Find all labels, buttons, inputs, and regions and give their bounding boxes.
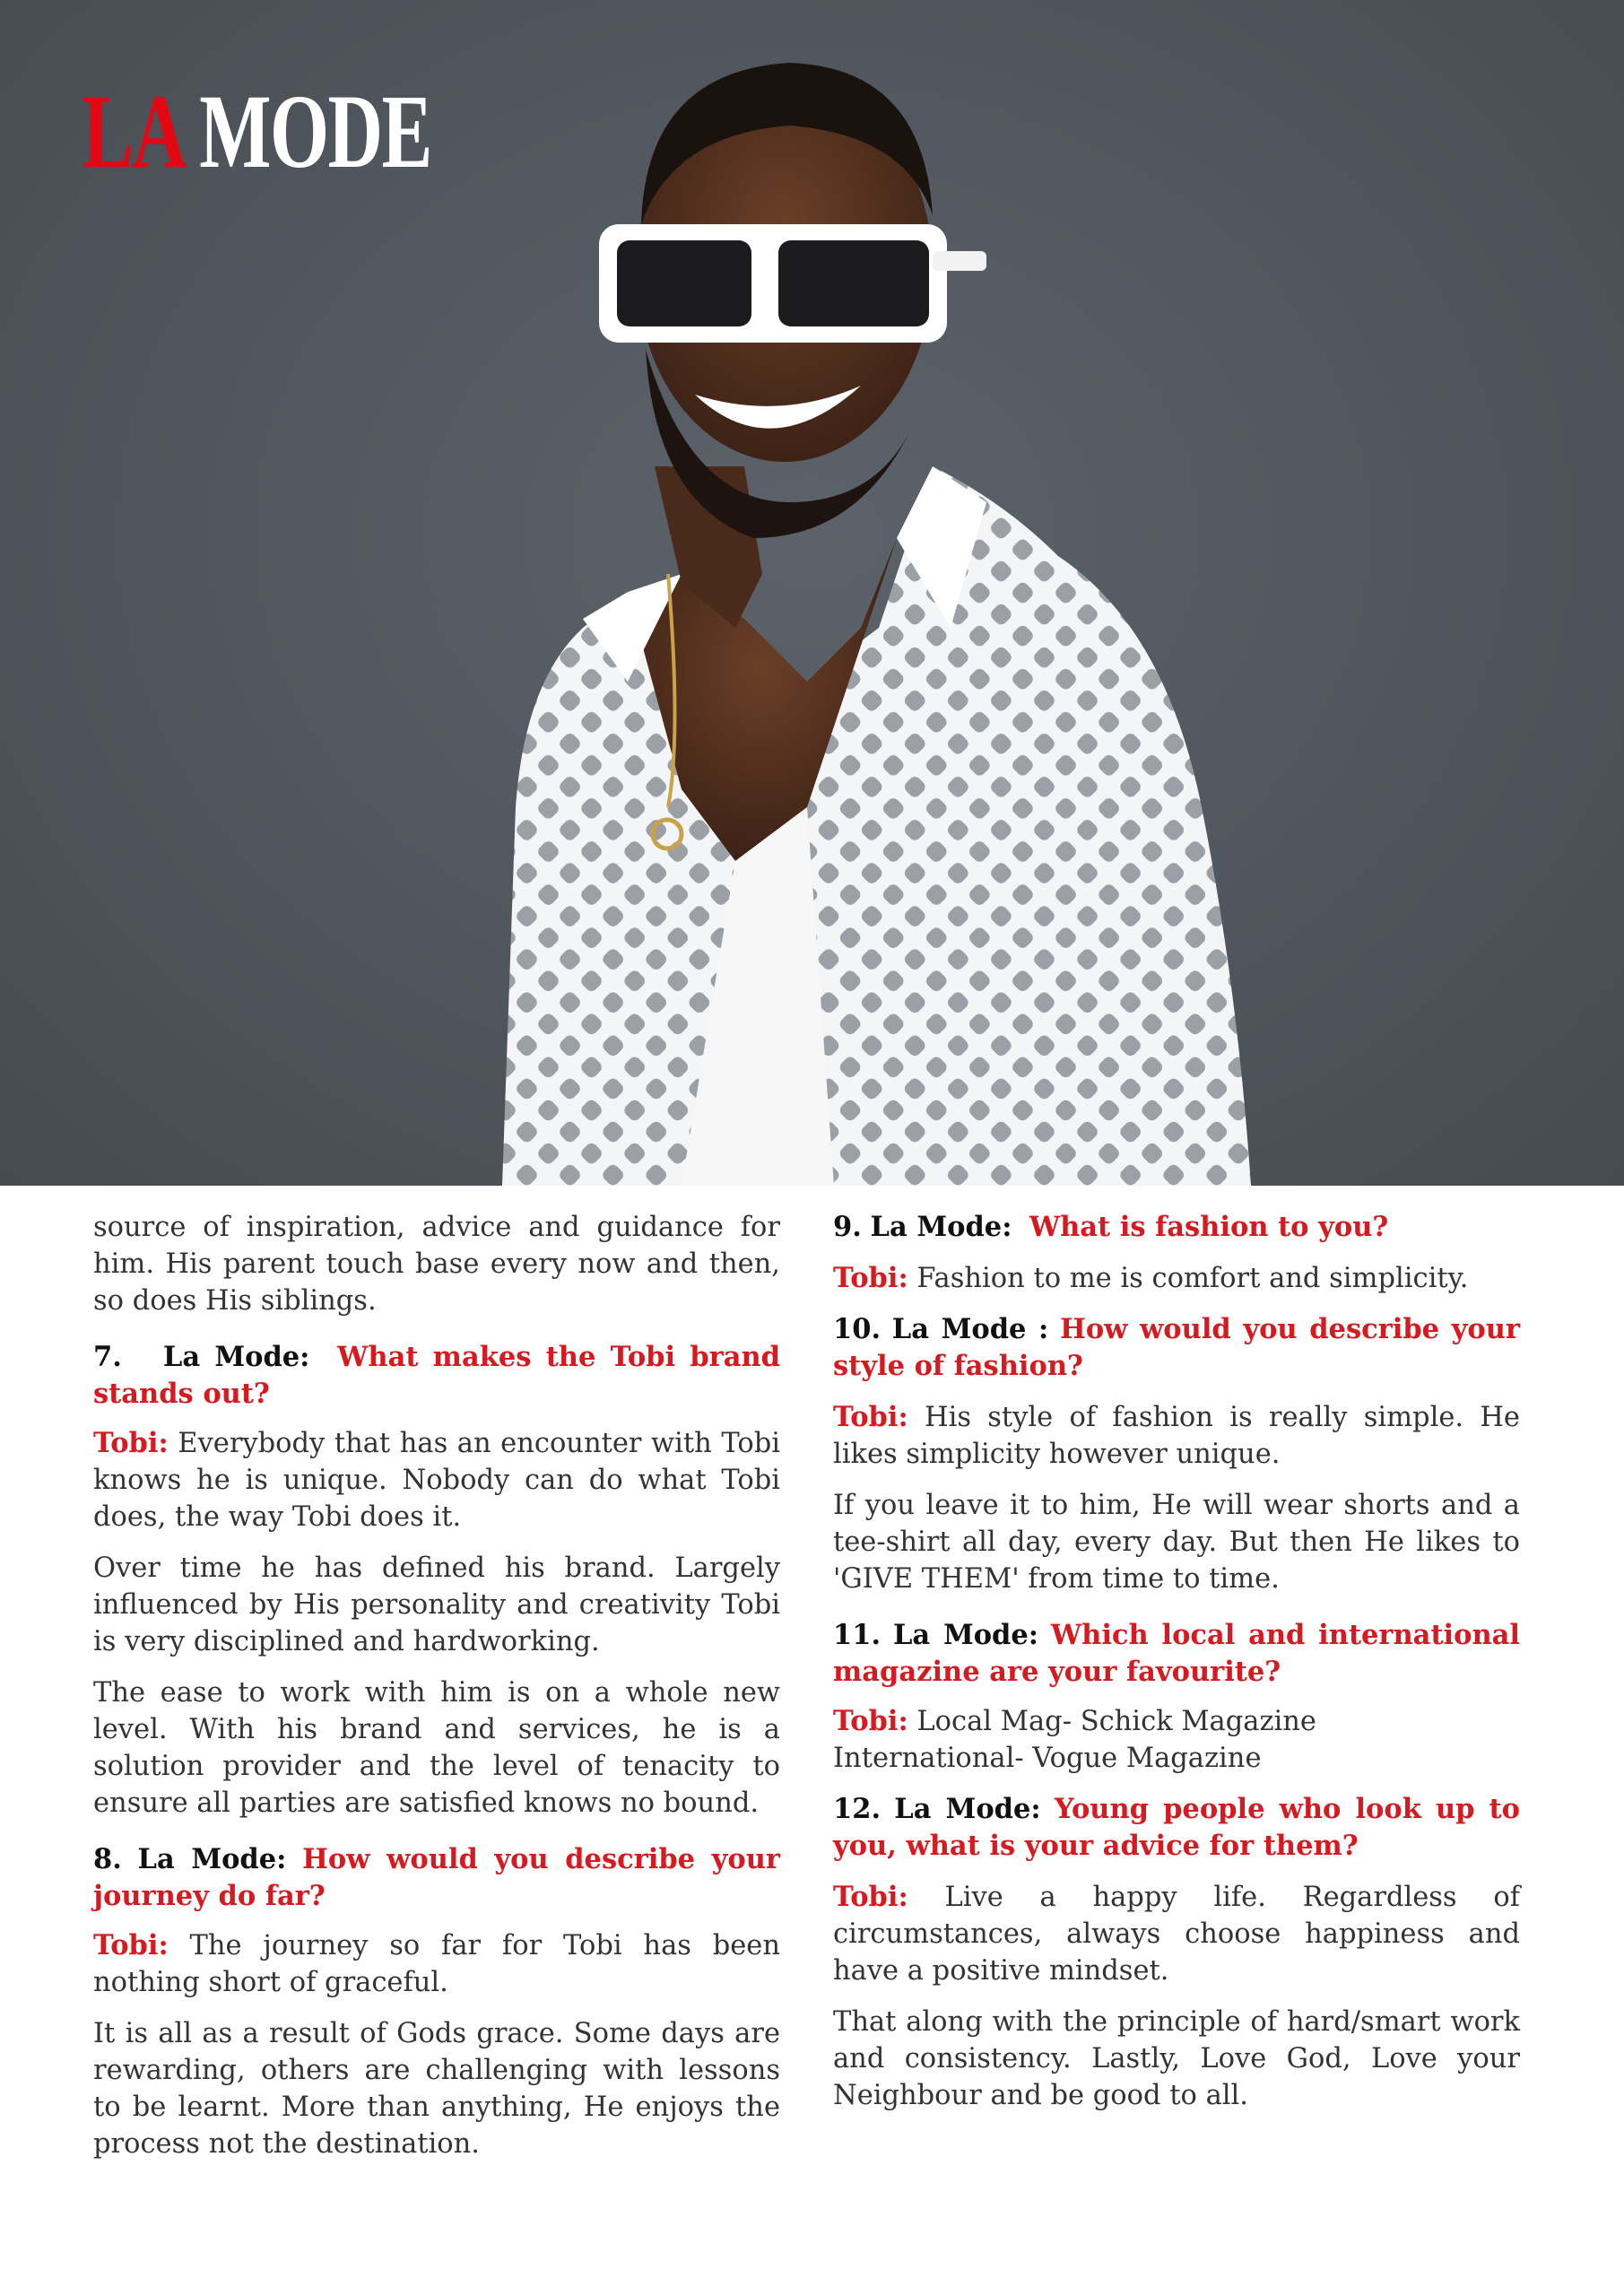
question-12: 12. La Mode: Young people who look up to you, what is your advice for them? <box>833 1793 1520 1862</box>
paragraph: It is all as a result of Gods grace. Some days are rewarding, others are challenging with lessons to be learnt. More than anything, He enjoys the process not the destination. <box>93 2018 780 2160</box>
article-left-column <box>93 1209 780 2177</box>
paragraph: That along with the principle of hard/smart work and consistency. Lastly, Love God, Love your Neighbour and be good to all. <box>833 2006 1520 2111</box>
shirt <box>502 466 1251 1186</box>
paragraph: source of inspiration, advice and guidance for him. His parent touch base every now and then, so does His siblings. <box>93 1212 780 1317</box>
question-10: 10. La Mode : How would you describe your style of fashion? <box>833 1313 1520 1382</box>
paragraph: The ease to work with him is on a whole new level. With his brand and services, he is a solution provider and the level of tenacity to ensure all parties are satisfied knows no bound. <box>93 1677 780 1819</box>
sunglasses-lens-left <box>617 240 751 326</box>
question-9: 9. La Mode: What is fashion to you? <box>833 1211 1389 1243</box>
paragraph: If you leave it to him, He will wear shorts and a tee-shirt all day, every day. But then He likes to 'GIVE THEM' from time to time. <box>833 1490 1520 1595</box>
answer-12: Tobi: Live a happy life. Regardless of circumstances, always choose happiness and have a positive mindset. <box>833 1881 1520 1987</box>
question-8: 8. La Mode: How would you describe your journey do far? <box>93 1843 780 1912</box>
sunglasses-arm <box>933 251 986 271</box>
question-7: 7. La Mode: What makes the Tobi brand stands out? <box>93 1341 781 1410</box>
answer-11: Tobi: Local Mag- Schick Magazine International- Vogue Magazine <box>833 1705 1316 1774</box>
answer-10: Tobi: His style of fashion is really simple. He likes simplicity however unique. <box>833 1401 1520 1470</box>
answer-9: Tobi: Fashion to me is comfort and simplicity. <box>833 1262 1469 1294</box>
paragraph: Over time he has defined his brand. Largely influenced by His personality and creativity Tobi is very disciplined and hardworking. <box>93 1552 780 1657</box>
answer-8: Tobi: The journey so far for Tobi has been nothing short of graceful. <box>93 1929 780 1998</box>
sunglasses-lens-right <box>778 240 929 326</box>
question-11: 11. La Mode: Which local and international magazine are your favourite? <box>833 1619 1520 1688</box>
article-right-column <box>833 1209 1520 2128</box>
answer-7: Tobi: Everybody that has an encounter with Tobi knows he is unique. Nobody can do what Tobi does, the way Tobi does it. <box>93 1427 780 1533</box>
masthead-logo: LA MODE <box>83 73 431 190</box>
